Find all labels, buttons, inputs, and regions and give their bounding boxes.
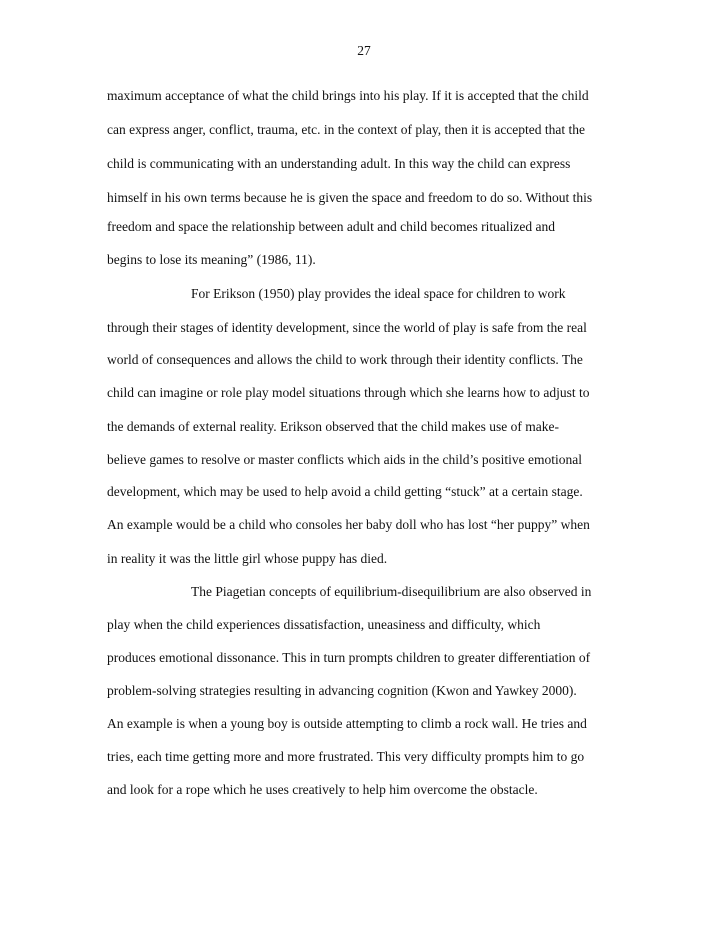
text-line: begins to lose its meaning” (1986, 11).: [107, 252, 316, 267]
text-line: believe games to resolve or master conflicts which aids in the child’s positive emotional: [107, 452, 583, 467]
text-line: tries, each time getting more and more frustrated. This very difficulty prompts him to go: [107, 749, 585, 764]
text-line: An example is when a young boy is outside attempting to climb a rock wall. He tries and: [107, 716, 587, 731]
text-line: world of consequences and allows the child to work through their identity conflicts. The: [107, 352, 583, 367]
text-line: development, which may be used to help avoid a child getting “stuck” at a certain stage.: [107, 484, 583, 499]
text-line: An example would be a child who consoles her baby doll who has lost “her puppy” when: [107, 517, 590, 532]
text-line: freedom and space the relationship between adult and child becomes ritualized and: [107, 219, 555, 234]
page-number: 27: [357, 43, 371, 58]
paragraph-first-line: For Erikson (1950) play provides the ideal space for children to work: [191, 286, 566, 301]
paragraph-first-line: The Piagetian concepts of equilibrium-disequilibrium are also observed in: [191, 584, 592, 599]
text-line: play when the child experiences dissatisfaction, uneasiness and difficulty, which: [107, 617, 541, 632]
text-line: child can imagine or role play model situations through which she learns how to adjust to: [107, 385, 590, 400]
text-line: in reality it was the little girl whose puppy has died.: [107, 551, 388, 566]
text-line: problem-solving strategies resulting in advancing cognition (Kwon and Yawkey 2000).: [107, 683, 577, 698]
text-line: child is communicating with an understanding adult. In this way the child can express: [107, 156, 571, 171]
text-line: himself in his own terms because he is given the space and freedom to do so. Without this: [107, 190, 593, 205]
text-line: through their stages of identity development, since the world of play is safe from the real: [107, 320, 587, 335]
text-line: produces emotional dissonance. This in turn prompts children to greater differentiation of: [107, 650, 591, 665]
text-line: can express anger, conflict, trauma, etc. in the context of play, then it is accepted that the: [107, 122, 586, 137]
text-line: the demands of external reality. Erikson observed that the child makes use of make-: [107, 419, 559, 434]
text-line: maximum acceptance of what the child brings into his play. If it is accepted that the child: [107, 88, 589, 103]
text-line: and look for a rope which he uses creatively to help him overcome the obstacle.: [107, 782, 538, 797]
